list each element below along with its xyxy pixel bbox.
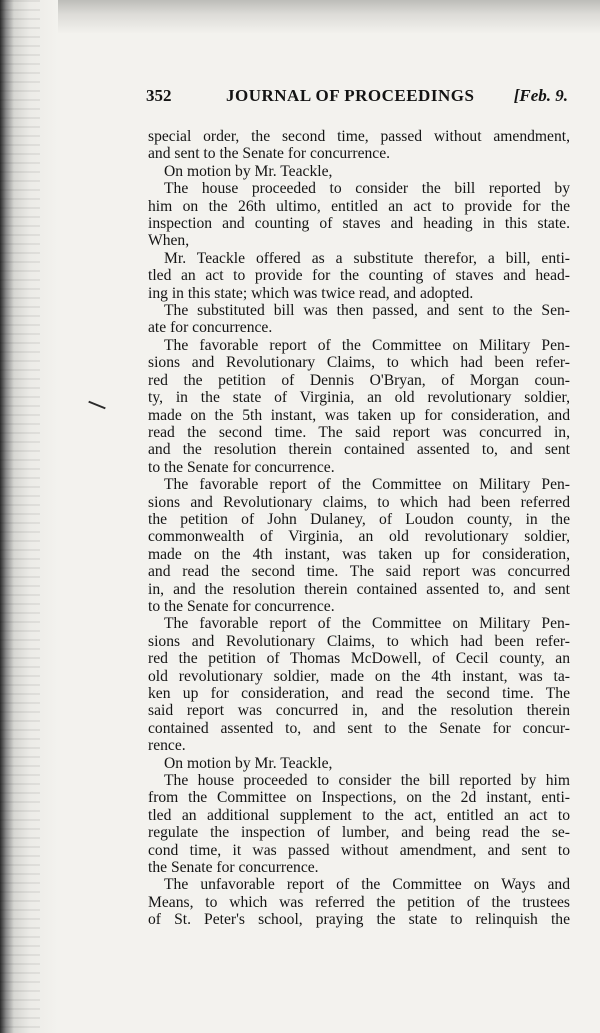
text-line: red the petition of Dennis O'Bryan, of Morgan coun-	[148, 371, 570, 389]
text-line: Means, to which was referred the petition of the trustees	[148, 893, 570, 911]
text-line: On motion by Mr. Teackle,	[164, 754, 333, 772]
text-line: commonwealth of Virginia, an old revolutionary soldier,	[148, 528, 570, 546]
date-reference: [Feb. 9.	[513, 86, 568, 105]
text-line: and read the second time. The said report was concurred	[148, 563, 570, 581]
text-line: ing in this state; which was twice read, and adopted.	[148, 284, 474, 302]
text-line: The favorable report of the Committee on Military Pen-	[164, 476, 570, 494]
text-line: tled an act to provide for the counting of staves and head-	[148, 267, 570, 285]
text-line: and the resolution therein contained assented to, and sent	[148, 441, 570, 459]
page-top-edge-shadow	[0, 0, 600, 34]
text-line: The unfavorable report of the Committee on Ways and	[164, 876, 570, 894]
page-header	[146, 84, 568, 110]
text-line: made on the 5th instant, was taken up for consideration, and	[148, 406, 570, 424]
text-line: to the Senate for concurrence.	[148, 458, 335, 476]
text-line: sions and Revolutionary Claims, to which had been refer-	[148, 354, 570, 372]
running-title: JOURNAL OF PROCEEDINGS	[226, 86, 475, 105]
text-line: inspection and counting of staves and heading in this state.	[148, 215, 570, 233]
text-line: and sent to the Senate for concurrence.	[148, 145, 391, 163]
text-line: him on the 26th ultimo, entitled an act to provide for the	[148, 197, 570, 215]
text-line: The house proceeded to consider the bill reported by him	[164, 772, 570, 790]
text-line: the petition of John Dulaney, of Loudon county, in the	[148, 510, 570, 528]
gutter-texture	[0, 0, 40, 1033]
text-line: special order, the second time, passed without amendment,	[148, 128, 570, 145]
text-line: sions and Revolutionary Claims, to which had been refer-	[148, 632, 570, 650]
text-line: red the petition of Thomas McDowell, of Cecil county, an	[148, 650, 570, 668]
text-line: ty, in the state of Virginia, an old revolutionary soldier,	[148, 389, 570, 407]
text-line: cond time, it was passed without amendment, and sent to	[148, 841, 570, 859]
text-line: from the Committee on Inspections, on the 2d instant, enti-	[148, 789, 570, 807]
text-line: said report was concurred in, and the resolution therein	[148, 702, 570, 720]
text-line: The favorable report of the Committee on Military Pen-	[164, 615, 570, 633]
text-line: The house proceeded to consider the bill reported by	[164, 180, 570, 198]
text-line: in, and the resolution therein contained assented to, and sent	[148, 580, 570, 598]
margin-pen-mark	[88, 401, 105, 410]
text-line: rence.	[148, 737, 186, 755]
text-line: of St. Peter's school, praying the state to relinquish the	[148, 911, 570, 929]
text-line: The substituted bill was then passed, and sent to the Sen-	[164, 302, 570, 320]
text-line: contained assented to, and sent to the Senate for concur-	[148, 719, 570, 737]
text-line: The favorable report of the Committee on Military Pen-	[164, 336, 570, 354]
journal-body-text	[148, 128, 570, 929]
text-line: read the second time. The said report was concurred in,	[148, 423, 570, 441]
text-line: tled an additional supplement to the act, entitled an act to	[148, 806, 570, 824]
text-line: to the Senate for concurrence.	[148, 597, 335, 615]
text-line: On motion by Mr. Teackle,	[164, 162, 333, 180]
text-line: ate for concurrence.	[148, 319, 273, 337]
text-line: regulate the inspection of lumber, and being read the se-	[148, 824, 570, 842]
text-line: sions and Revolutionary claims, to which had been referred	[148, 493, 570, 511]
text-line: When,	[148, 232, 190, 250]
text-line: old revolutionary soldier, made on the 4th instant, was ta-	[148, 667, 570, 685]
text-line: Mr. Teackle offered as a substitute therefor, a bill, enti-	[164, 249, 570, 267]
text-line: ken up for consideration, and read the second time. The	[148, 685, 570, 702]
text-line: made on the 4th instant, was taken up for consideration,	[148, 545, 570, 563]
text-line: the Senate for concurrence.	[148, 859, 319, 877]
page-number: 352	[146, 86, 172, 105]
